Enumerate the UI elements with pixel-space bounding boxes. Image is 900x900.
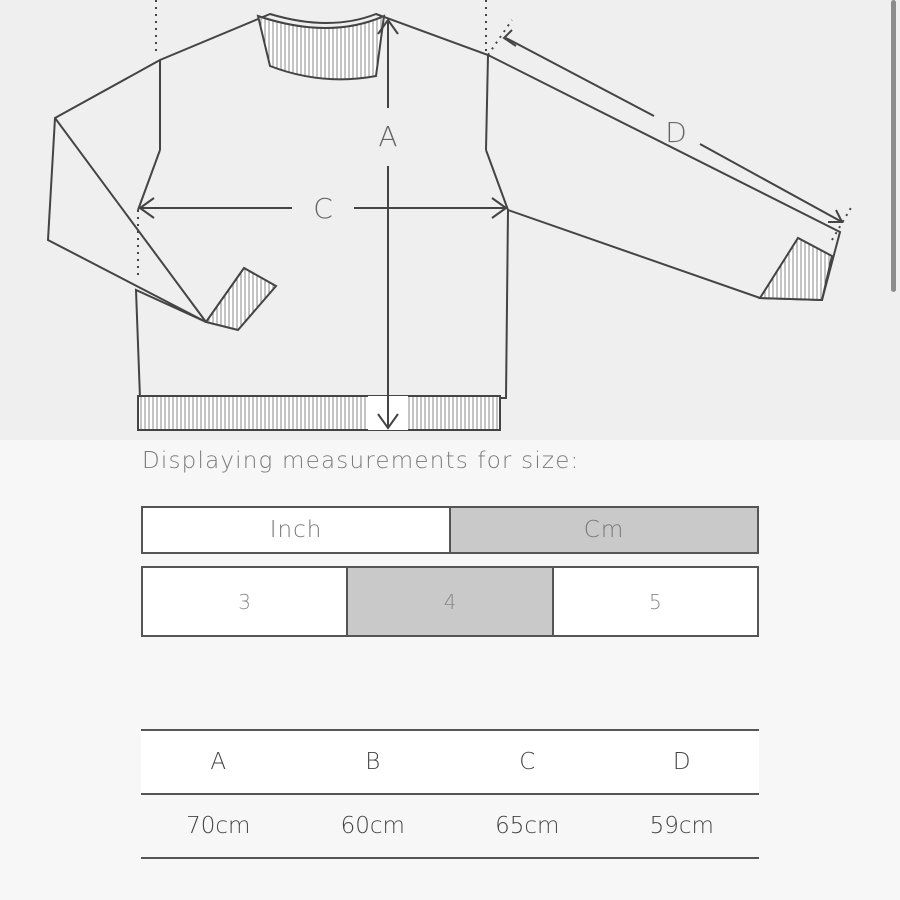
header-d: D xyxy=(605,730,760,794)
value-d: 59cm xyxy=(605,794,760,858)
unit-toggle xyxy=(141,506,759,554)
header-b: B xyxy=(296,730,451,794)
measurements-table xyxy=(141,729,759,859)
size-caption: Displaying measurements for size: xyxy=(142,448,580,474)
label-a: A xyxy=(378,120,398,153)
size-button-5[interactable]: 5 xyxy=(552,568,757,635)
sweater-diagram xyxy=(0,0,900,440)
unit-button-inch[interactable]: Inch xyxy=(143,508,449,552)
table-header-row xyxy=(141,730,759,794)
size-selector xyxy=(141,566,759,637)
size-button-4[interactable]: 4 xyxy=(346,568,551,635)
label-d: D xyxy=(665,116,687,149)
size-button-3[interactable]: 3 xyxy=(143,568,346,635)
scrollbar[interactable] xyxy=(891,0,896,292)
value-a: 70cm xyxy=(141,794,296,858)
value-c: 65cm xyxy=(450,794,605,858)
table-row xyxy=(141,794,759,858)
header-c: C xyxy=(450,730,605,794)
sweater-waistband xyxy=(138,396,500,430)
unit-button-cm[interactable]: Cm xyxy=(449,508,757,552)
label-c: C xyxy=(313,192,333,225)
value-b: 60cm xyxy=(296,794,451,858)
header-a: A xyxy=(141,730,296,794)
